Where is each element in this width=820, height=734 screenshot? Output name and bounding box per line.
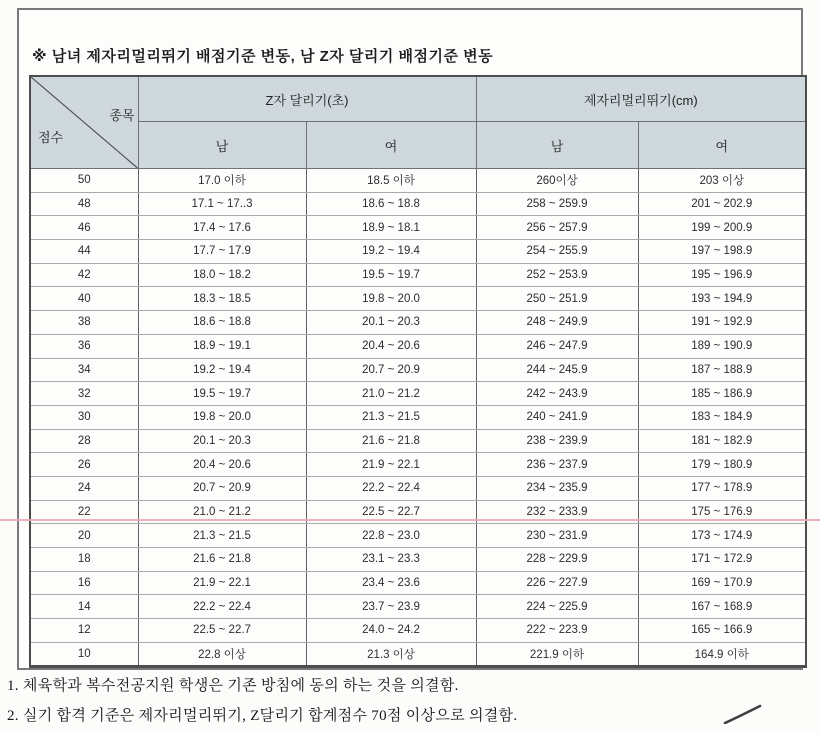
table-row xyxy=(30,358,806,382)
note-1: 1. 체육학과 복수전공지원 학생은 기존 방침에 동의 하는 것을 의결함. xyxy=(7,678,459,694)
zrun-male-cell: 20.7 ~ 20.9 xyxy=(138,476,306,500)
zrun-female-cell: 22.2 ~ 22.4 xyxy=(306,476,476,500)
table-row xyxy=(30,500,806,524)
jump-female-cell: 171 ~ 172.9 xyxy=(638,548,806,572)
jump-female-cell: 175 ~ 176.9 xyxy=(638,500,806,524)
jump-male-cell: 256 ~ 257.9 xyxy=(476,216,638,240)
table-row xyxy=(30,405,806,429)
score-cell: 38 xyxy=(30,311,138,335)
table-row xyxy=(30,311,806,335)
jump-female-cell: 164.9 이하 xyxy=(638,642,806,667)
jump-female-cell: 195 ~ 196.9 xyxy=(638,263,806,287)
jump-female-cell: 177 ~ 178.9 xyxy=(638,476,806,500)
group-header-standing-jump: 제자리멀리뛰기(cm) xyxy=(476,76,806,122)
zrun-female-cell: 19.8 ~ 20.0 xyxy=(306,287,476,311)
zrun-female-cell: 22.8 ~ 23.0 xyxy=(306,524,476,548)
jump-male-cell: 250 ~ 251.9 xyxy=(476,287,638,311)
table-row xyxy=(30,263,806,287)
zrun-female-cell: 20.4 ~ 20.6 xyxy=(306,334,476,358)
jump-male-cell: 236 ~ 237.9 xyxy=(476,453,638,477)
jump-female-cell: 165 ~ 166.9 xyxy=(638,619,806,643)
jump-male-cell: 221.9 이하 xyxy=(476,642,638,667)
zrun-female-cell: 21.3 ~ 21.5 xyxy=(306,405,476,429)
score-cell: 14 xyxy=(30,595,138,619)
zrun-female-cell: 18.6 ~ 18.8 xyxy=(306,192,476,216)
score-cell: 20 xyxy=(30,524,138,548)
footer-notes xyxy=(7,674,807,734)
zrun-male-cell: 21.0 ~ 21.2 xyxy=(138,500,306,524)
jump-female-cell: 203 이상 xyxy=(638,169,806,193)
zrun-male-cell: 17.4 ~ 17.6 xyxy=(138,216,306,240)
zrun-male-cell: 18.6 ~ 18.8 xyxy=(138,311,306,335)
jump-male-cell: 222 ~ 223.9 xyxy=(476,619,638,643)
zrun-male-cell: 18.3 ~ 18.5 xyxy=(138,287,306,311)
zrun-female-cell: 18.9 ~ 18.1 xyxy=(306,216,476,240)
zrun-male-cell: 21.3 ~ 21.5 xyxy=(138,524,306,548)
score-cell: 34 xyxy=(30,358,138,382)
zrun-female-cell: 22.5 ~ 22.7 xyxy=(306,500,476,524)
document-border-box xyxy=(17,8,803,670)
table-row xyxy=(30,216,806,240)
table-row xyxy=(30,169,806,193)
zrun-female-cell: 23.4 ~ 23.6 xyxy=(306,571,476,595)
zrun-male-cell: 22.8 이상 xyxy=(138,642,306,667)
zrun-female-cell: 23.7 ~ 23.9 xyxy=(306,595,476,619)
zrun-male-cell: 17.7 ~ 17.9 xyxy=(138,240,306,264)
jump-female-cell: 193 ~ 194.9 xyxy=(638,287,806,311)
table-row xyxy=(30,642,806,667)
table-row xyxy=(30,524,806,548)
jump-female-cell: 185 ~ 186.9 xyxy=(638,382,806,406)
jump-female-cell: 181 ~ 182.9 xyxy=(638,429,806,453)
zrun-female-cell: 21.0 ~ 21.2 xyxy=(306,382,476,406)
score-cell: 36 xyxy=(30,334,138,358)
score-cell: 10 xyxy=(30,642,138,667)
table-row xyxy=(30,476,806,500)
pen-mark-stroke xyxy=(714,697,778,724)
zrun-male-cell: 18.0 ~ 18.2 xyxy=(138,263,306,287)
zrun-male-cell: 22.2 ~ 22.4 xyxy=(138,595,306,619)
sub-header-jump-male: 남 xyxy=(476,122,638,169)
zrun-female-cell: 20.7 ~ 20.9 xyxy=(306,358,476,382)
jump-male-cell: 238 ~ 239.9 xyxy=(476,429,638,453)
score-cell: 24 xyxy=(30,476,138,500)
table-row xyxy=(30,429,806,453)
score-cell: 16 xyxy=(30,571,138,595)
table-row xyxy=(30,240,806,264)
table-header xyxy=(30,76,806,169)
jump-male-cell: 226 ~ 227.9 xyxy=(476,571,638,595)
jump-male-cell: 240 ~ 241.9 xyxy=(476,405,638,429)
note-2: 2. 실기 합격 기준은 제자리멀리뛰기, Z달리기 합계점수 70점 이상으로 의결함. xyxy=(7,708,518,724)
score-table xyxy=(29,75,807,668)
jump-male-cell: 244 ~ 245.9 xyxy=(476,358,638,382)
corner-label-score: 점수 xyxy=(38,130,64,145)
jump-female-cell: 167 ~ 168.9 xyxy=(638,595,806,619)
gender-header-row xyxy=(30,122,806,169)
table-row xyxy=(30,619,806,643)
jump-male-cell: 228 ~ 229.9 xyxy=(476,548,638,572)
zrun-female-cell: 21.6 ~ 21.8 xyxy=(306,429,476,453)
table-body xyxy=(30,169,806,667)
zrun-female-cell: 24.0 ~ 24.2 xyxy=(306,619,476,643)
jump-female-cell: 179 ~ 180.9 xyxy=(638,453,806,477)
table-row xyxy=(30,453,806,477)
zrun-male-cell: 19.2 ~ 19.4 xyxy=(138,358,306,382)
score-cell: 42 xyxy=(30,263,138,287)
jump-female-cell: 169 ~ 170.9 xyxy=(638,571,806,595)
zrun-male-cell: 17.0 이하 xyxy=(138,169,306,193)
jump-male-cell: 242 ~ 243.9 xyxy=(476,382,638,406)
group-header-z-run: Z자 달리기(초) xyxy=(138,76,476,122)
zrun-male-cell: 22.5 ~ 22.7 xyxy=(138,619,306,643)
jump-male-cell: 252 ~ 253.9 xyxy=(476,263,638,287)
score-cell: 46 xyxy=(30,216,138,240)
score-cell: 12 xyxy=(30,619,138,643)
jump-female-cell: 191 ~ 192.9 xyxy=(638,311,806,335)
jump-female-cell: 173 ~ 174.9 xyxy=(638,524,806,548)
zrun-female-cell: 23.1 ~ 23.3 xyxy=(306,548,476,572)
zrun-male-cell: 19.8 ~ 20.0 xyxy=(138,405,306,429)
zrun-male-cell: 20.1 ~ 20.3 xyxy=(138,429,306,453)
jump-male-cell: 230 ~ 231.9 xyxy=(476,524,638,548)
jump-female-cell: 189 ~ 190.9 xyxy=(638,334,806,358)
table-row xyxy=(30,548,806,572)
sub-header-zrun-female: 여 xyxy=(306,122,476,169)
score-cell: 26 xyxy=(30,453,138,477)
jump-female-cell: 201 ~ 202.9 xyxy=(638,192,806,216)
jump-female-cell: 199 ~ 200.9 xyxy=(638,216,806,240)
zrun-male-cell: 20.4 ~ 20.6 xyxy=(138,453,306,477)
score-cell: 30 xyxy=(30,405,138,429)
table-row xyxy=(30,192,806,216)
score-cell: 18 xyxy=(30,548,138,572)
sub-header-jump-female: 여 xyxy=(638,122,806,169)
score-cell: 48 xyxy=(30,192,138,216)
zrun-female-cell: 19.2 ~ 19.4 xyxy=(306,240,476,264)
zrun-female-cell: 21.9 ~ 22.1 xyxy=(306,453,476,477)
zrun-male-cell: 17.1 ~ 17..3 xyxy=(138,192,306,216)
zrun-female-cell: 21.3 이상 xyxy=(306,642,476,667)
table-row xyxy=(30,287,806,311)
score-cell: 40 xyxy=(30,287,138,311)
corner-header-cell xyxy=(30,76,138,169)
zrun-female-cell: 18.5 이하 xyxy=(306,169,476,193)
document-title: ※ 남녀 제자리멀리뛰기 배점기준 변동, 남 Z자 달리기 배점기준 변동 xyxy=(32,48,494,65)
table-row xyxy=(30,334,806,358)
zrun-male-cell: 18.9 ~ 19.1 xyxy=(138,334,306,358)
jump-female-cell: 183 ~ 184.9 xyxy=(638,405,806,429)
jump-male-cell: 232 ~ 233.9 xyxy=(476,500,638,524)
zrun-male-cell: 21.9 ~ 22.1 xyxy=(138,571,306,595)
corner-label-event: 종목 xyxy=(109,108,135,123)
zrun-male-cell: 21.6 ~ 21.8 xyxy=(138,548,306,572)
sub-header-zrun-male: 남 xyxy=(138,122,306,169)
zrun-male-cell: 19.5 ~ 19.7 xyxy=(138,382,306,406)
jump-male-cell: 234 ~ 235.9 xyxy=(476,476,638,500)
jump-male-cell: 246 ~ 247.9 xyxy=(476,334,638,358)
zrun-female-cell: 19.5 ~ 19.7 xyxy=(306,263,476,287)
score-cell: 44 xyxy=(30,240,138,264)
table-row xyxy=(30,571,806,595)
score-cell: 32 xyxy=(30,382,138,406)
score-cell: 22 xyxy=(30,500,138,524)
group-header-row xyxy=(30,76,806,122)
score-cell: 28 xyxy=(30,429,138,453)
score-cell: 50 xyxy=(30,169,138,193)
jump-male-cell: 254 ~ 255.9 xyxy=(476,240,638,264)
table-row xyxy=(30,382,806,406)
jump-male-cell: 258 ~ 259.9 xyxy=(476,192,638,216)
jump-female-cell: 197 ~ 198.9 xyxy=(638,240,806,264)
jump-male-cell: 224 ~ 225.9 xyxy=(476,595,638,619)
jump-male-cell: 260이상 xyxy=(476,169,638,193)
jump-male-cell: 248 ~ 249.9 xyxy=(476,311,638,335)
table-row xyxy=(30,595,806,619)
jump-female-cell: 187 ~ 188.9 xyxy=(638,358,806,382)
zrun-female-cell: 20.1 ~ 20.3 xyxy=(306,311,476,335)
